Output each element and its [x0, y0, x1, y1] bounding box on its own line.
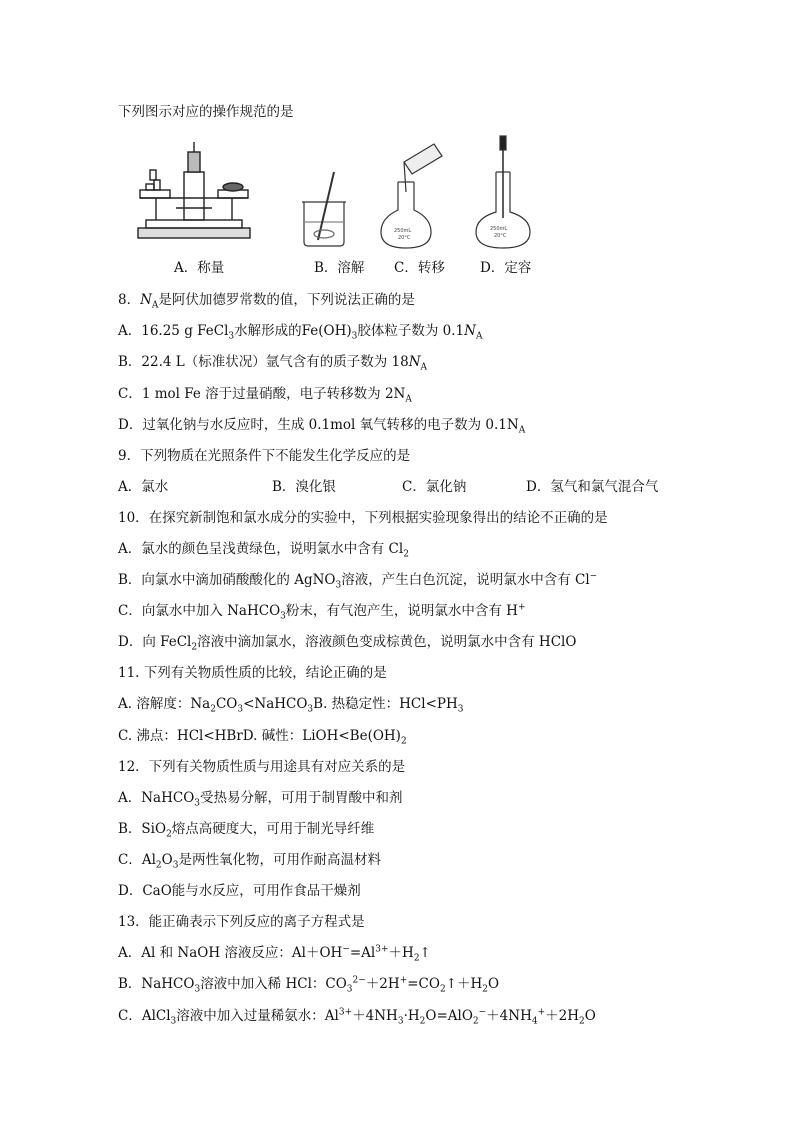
q13-option-c: C．AlCl$_3$溶液中加入过量稀氨水：$Al^{3+}+4NH_3\cdot H_2O=AlO_2^-+4NH_4^++2H_2O$ — [118, 1007, 596, 1027]
flask-label-temp: 20°C — [398, 235, 411, 241]
balance-icon — [138, 142, 250, 238]
q12-option-c: C．$Al_2O_3$是两性氧化物，可用作耐高温材料 — [118, 852, 381, 871]
q10-option-d: D．向 FeCl$_2$溶液中滴加氯水，溶液颜色变成棕黄色，说明氯水中含有 HClO — [118, 634, 577, 653]
q12-option-a: A．NaHCO$_3$受热易分解，可用于制胃酸中和剂 — [118, 790, 403, 809]
q12-stem: 12．下列有关物质性质与用途具有对应关系的是 — [118, 759, 406, 775]
q13-option-a: A．Al 和 NaOH 溶液反应：$Al+OH^-=Al^{3+}+H_2↑$ — [118, 944, 431, 964]
caption-b: B．溶解 — [314, 260, 365, 276]
q13-option-b: B．NaHCO$_3$溶液中加入稀 HCl：$CO_3^{2-}+2H^+=CO_2↑+H_2O$ — [118, 975, 500, 995]
q8-option-b: B．22.4 L（标准状况）氩气含有的质子数为 $18N_A$ — [118, 354, 428, 373]
q11-options-cd: C. 沸点：HCl<HBrD. 碱性：$LiOH<Be(OH)_2$ — [118, 728, 407, 747]
caption-c: C．转移 — [394, 260, 445, 276]
flask-transfer-icon — [381, 144, 442, 248]
q11-options-ab: A. 溶解度：$Na_2CO_3<NaHCO_3B$. 热稳定性：$HCl<PH_3$ — [118, 696, 464, 715]
lab-figure — [136, 132, 556, 252]
q9-options — [118, 477, 678, 497]
q9-option-c: C．氯化钠 — [402, 479, 467, 495]
q9-option-a: A．氯水 — [118, 479, 169, 495]
q9-option-d: D．氢气和氯气混合气 — [526, 479, 659, 495]
q13-stem: 13．能正确表示下列反应的离子方程式是 — [118, 914, 365, 930]
flask-dropper-icon — [476, 136, 530, 248]
q10-stem: 10．在探究新制饱和氯水成分的实验中，下列根据实验现象得出的结论不正确的是 — [118, 510, 608, 526]
q8-option-a: A．16.25 g FeCl$_3$水解形成的$Fe(OH)_3$胶体粒子数为 $0.1N_A$ — [118, 323, 483, 342]
q10-option-b: B．向氯水中滴加硝酸酸化的 AgNO$_3$溶液，产生白色沉淀，说明氯水中含有 Cl− — [118, 571, 598, 591]
q8-option-c: C．1 mol Fe 溶于过量硝酸，电子转移数为 $2N_A$ — [118, 386, 412, 405]
q9-stem: 9．下列物质在光照条件下不能发生化学反应的是 — [118, 448, 411, 464]
q8-stem: 8．$N_A$是阿伏加德罗常数的值，下列说法正确的是 — [118, 292, 415, 311]
q9-option-b: B．溴化银 — [272, 479, 336, 495]
beaker-icon — [302, 172, 346, 246]
caption-d: D．定容 — [480, 260, 532, 276]
flask-label-volume-2: 250mL — [490, 226, 508, 232]
q8-option-d: D．过氧化钠与水反应时，生成 0.1mol 氧气转移的电子数为 $0.1N_A$ — [118, 417, 526, 436]
q12-option-b: B．SiO$_2$熔点高硬度大，可用于制光导纤维 — [118, 821, 375, 840]
q10-option-a: A．氯水的颜色呈浅黄绿色，说明氯水中含有 $Cl_2$ — [118, 541, 409, 560]
caption-a: A．称量 — [174, 260, 225, 276]
q11-stem: 11. 下列有关物质性质的比较，结论正确的是 — [118, 665, 387, 681]
intro-question: 下列图示对应的操作规范的是 — [118, 104, 294, 120]
q12-option-d: D．CaO能与水反应，可用作食品干燥剂 — [118, 883, 361, 899]
lab-apparatus-illustration — [136, 132, 556, 252]
flask-label-temp-2: 20°C — [494, 233, 507, 239]
flask-label-volume: 250mL — [394, 228, 412, 234]
q10-option-c: C．向氯水中加入 NaHCO$_3$粉末，有气泡产生，说明氯水中含有 H+ — [118, 602, 526, 622]
